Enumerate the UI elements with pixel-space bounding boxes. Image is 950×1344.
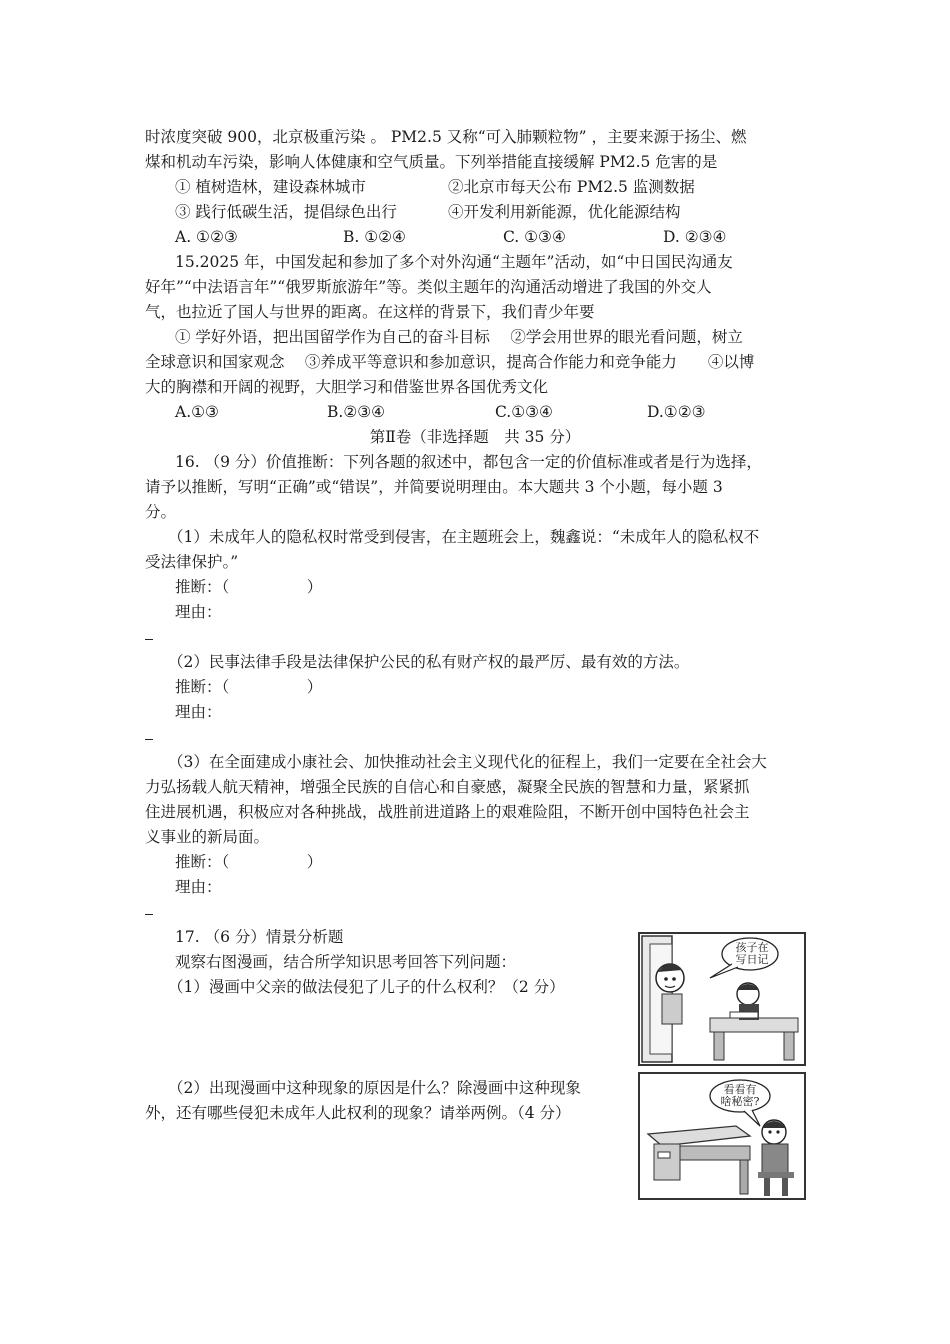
cartoon-bubble-2 [718,1084,762,1108]
q14-choice-d: D. ②③④ [663,228,727,246]
q14-choice-c: C. ①③④ [503,228,566,246]
q15-options-line-1: ① 学好外语，把出国留学作为自己的奋斗目标 ②学会用世界的眼光看问题，树立 [175,328,743,346]
q16-sub2-judgement: 推断：（ ） [175,678,323,696]
cartoon-drawing-1 [640,934,804,1064]
q15-text-line-1: 15.2025 年，中国发起和参加了多个对外沟通“主题年”活动，如“中日国民沟通友 [175,253,733,271]
q16-sub2-reason: 理由： [175,703,222,721]
q15-choice-b: B.②③④ [327,403,386,421]
answer-line-mark [145,914,153,915]
q16-sub3-line-4: 义事业的新局面。 [145,828,270,846]
answer-line-mark [145,739,153,740]
q15-choice-a: A.①③ [175,403,219,421]
q16-text-line-1: 16. （9 分）价值推断：下列各题的叙述中，都包含一定的价值标准或者是行为选择， [175,453,762,471]
q16-sub2-text: （2）民事法律手段是法律保护公民的私有财产权的最严厉、最有效的方法。 [168,653,690,671]
q15-text-line-2: 好年”“中法语言年”“俄罗斯旅游年”等。类似主题年的沟通活动增进了我国的外交人 [145,278,712,296]
q17-sub2-line-1: （2）出现漫画中这种现象的原因是什么？除漫画中这种现象 [168,1079,581,1097]
q17-sub1: （1）漫画中父亲的做法侵犯了儿子的什么权利？（2 分） [168,978,565,996]
q15-options-line-2: 全球意识和国家观念 ③养成平等意识和参加意识，提高合作能力和竞争能力 ④以博 [145,353,755,371]
bubble-1-line-2: 写日记 [735,953,769,966]
q16-sub3-line-2: 力弘扬载人航天精神，增强全民族的自信心和自豪感，凝聚全民族的智慧和力量，紧紧抓 [145,778,750,796]
q17-text-line-1: 17. （6 分）情景分析题 [175,928,344,946]
q14-choice-a: A. ①②③ [175,228,238,246]
q15-choice-c: C.①③④ [495,403,553,421]
q17-sub2-line-2: 外，还有哪些侵犯未成年人此权利的现象？请举两例。（4 分） [145,1104,571,1122]
q16-sub1-line-2: 受法律保护。” [145,553,239,571]
q14-text-line-1: 时浓度突破 900，北京极重污染 。 PM2.5 又称“可入肺颗粒物” ，主要来源于扬尘、燃 [145,128,747,146]
q15-choice-d: D.①②③ [647,403,706,421]
q16-text-line-2: 请予以推断，写明“正确”或“错误”，并简要说明理由。本大题共 3 个小题，每小题 3 [145,478,723,496]
q16-sub1-judgement: 推断：（ ） [175,578,323,596]
bubble-2-line-2: 啥秘密? [720,1095,760,1108]
q16-sub3-reason: 理由： [175,878,222,896]
cartoon-panel-1 [638,932,806,1066]
cartoon-bubble-1 [732,942,772,966]
answer-line-mark [145,639,153,640]
q16-sub3-line-1: （3）在全面建成小康社会、加快推动社会主义现代化的征程上，我们一定要在全社会大 [168,753,767,771]
q14-option-3: ③ 践行低碳生活，提倡绿色出行 [175,203,397,221]
bubble-1-line-1: 孩子在 [735,941,769,954]
section-2-title: 第Ⅱ卷（非选择题 共 35 分） [369,428,581,446]
q14-text-line-2: 煤和机动车污染，影响人体健康和空气质量。下列举措能直接缓解 PM2.5 危害的是 [145,153,718,171]
q16-sub3-judgement: 推断：（ ） [175,853,323,871]
bubble-2-line-1: 看看有 [723,1083,757,1096]
q15-options-line-3: 大的胸襟和开阔的视野，大胆学习和借鉴世界各国优秀文化 [145,378,549,396]
q17-text-line-2: 观察右图漫画，结合所学知识思考回答下列问题： [175,953,517,971]
q16-sub1-line-1: （1）未成年人的隐私权时常受到侵害，在主题班会上，魏鑫说：“未成年人的隐私权不 [168,528,760,546]
q15-text-line-3: 气，也拉近了国人与世界的距离。在这样的背景下，我们青少年要 [145,303,595,321]
q16-sub1-reason: 理由： [175,603,222,621]
q16-text-line-3: 分。 [145,503,177,521]
cartoon-panel-2 [638,1072,806,1200]
q14-choice-b: B. ①②④ [343,228,406,246]
q16-sub3-line-3: 住进展机遇，积极应对各种挑战，战胜前进道路上的艰难险阻，不断开创中国特色社会主 [145,803,750,821]
q14-option-1: ① 植树造林，建设森林城市 [175,178,366,196]
q14-option-2: ②北京市每天公布 PM2.5 监测数据 [448,178,695,196]
q14-option-4: ④开发利用新能源，优化能源结构 [448,203,681,221]
